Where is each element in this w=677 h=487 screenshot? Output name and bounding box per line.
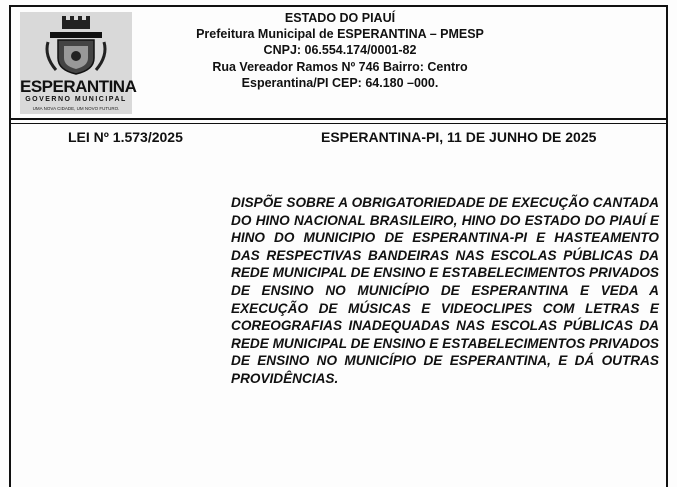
letterhead: [140, 10, 540, 91]
law-place-date: ESPERANTINA-PI, 11 DE JUNHO DE 2025: [321, 129, 597, 145]
law-ementa: DISPÕE SOBRE A OBRIGATORIEDADE DE EXECUÇÃO CANTADA DO HINO NACIONAL BRASILEIRO, HINO DO ESTADO DO PIAUÍ E HINO DO MUNICIPIO DE ESPERANTINA-PI E HASTEAMENTO DAS RESPECTIVAS BANDEIRAS NAS ESCOLAS PÚBLICAS DA REDE MUNICIPAL DE ENSINO E ESTABELECIMENTOS PRIVADOS DE ENSINO NO MUNICÍPIO DE ESPERANTINA E VEDA A EXECUÇÃO DE MÚSICAS E VIDEOCLIPES COM LETRAS E COREOGRAFIAS INADEQUADAS NAS ESCOLAS PÚBLICAS DA REDE MUNICIPAL DE ENSINO E ESTABELECIMENTOS PRIVADOS DE ENSINO NO MUNICÍPIO DE ESPERANTINA, E DÁ OUTRAS PROVIDÊNCIAS.: [231, 195, 659, 386]
municipality-name: Prefeitura Municipal de ESPERANTINA – PMESP: [196, 27, 484, 42]
law-number: LEI Nº 1.573/2025: [68, 129, 183, 145]
state-name: ESTADO DO PIAUÍ: [284, 11, 396, 25]
logo-motto: UMA NOVA CIDADE, UM NOVO FUTURO.: [32, 106, 120, 111]
header-divider: [9, 118, 668, 124]
cnpj: CNPJ: 06.554.174/0001-82: [263, 43, 417, 58]
logo-wordmark: ESPERANTINA: [20, 77, 137, 96]
municipal-logo: [20, 12, 137, 114]
crest-icon: [20, 12, 132, 78]
city-cep: Esperantina/PI CEP: 64.180 –000.: [241, 75, 439, 90]
logo-subtitle: GOVERNO MUNICIPAL: [25, 96, 127, 103]
address: Rua Vereador Ramos Nº 746 Bairro: Centro: [212, 59, 468, 74]
